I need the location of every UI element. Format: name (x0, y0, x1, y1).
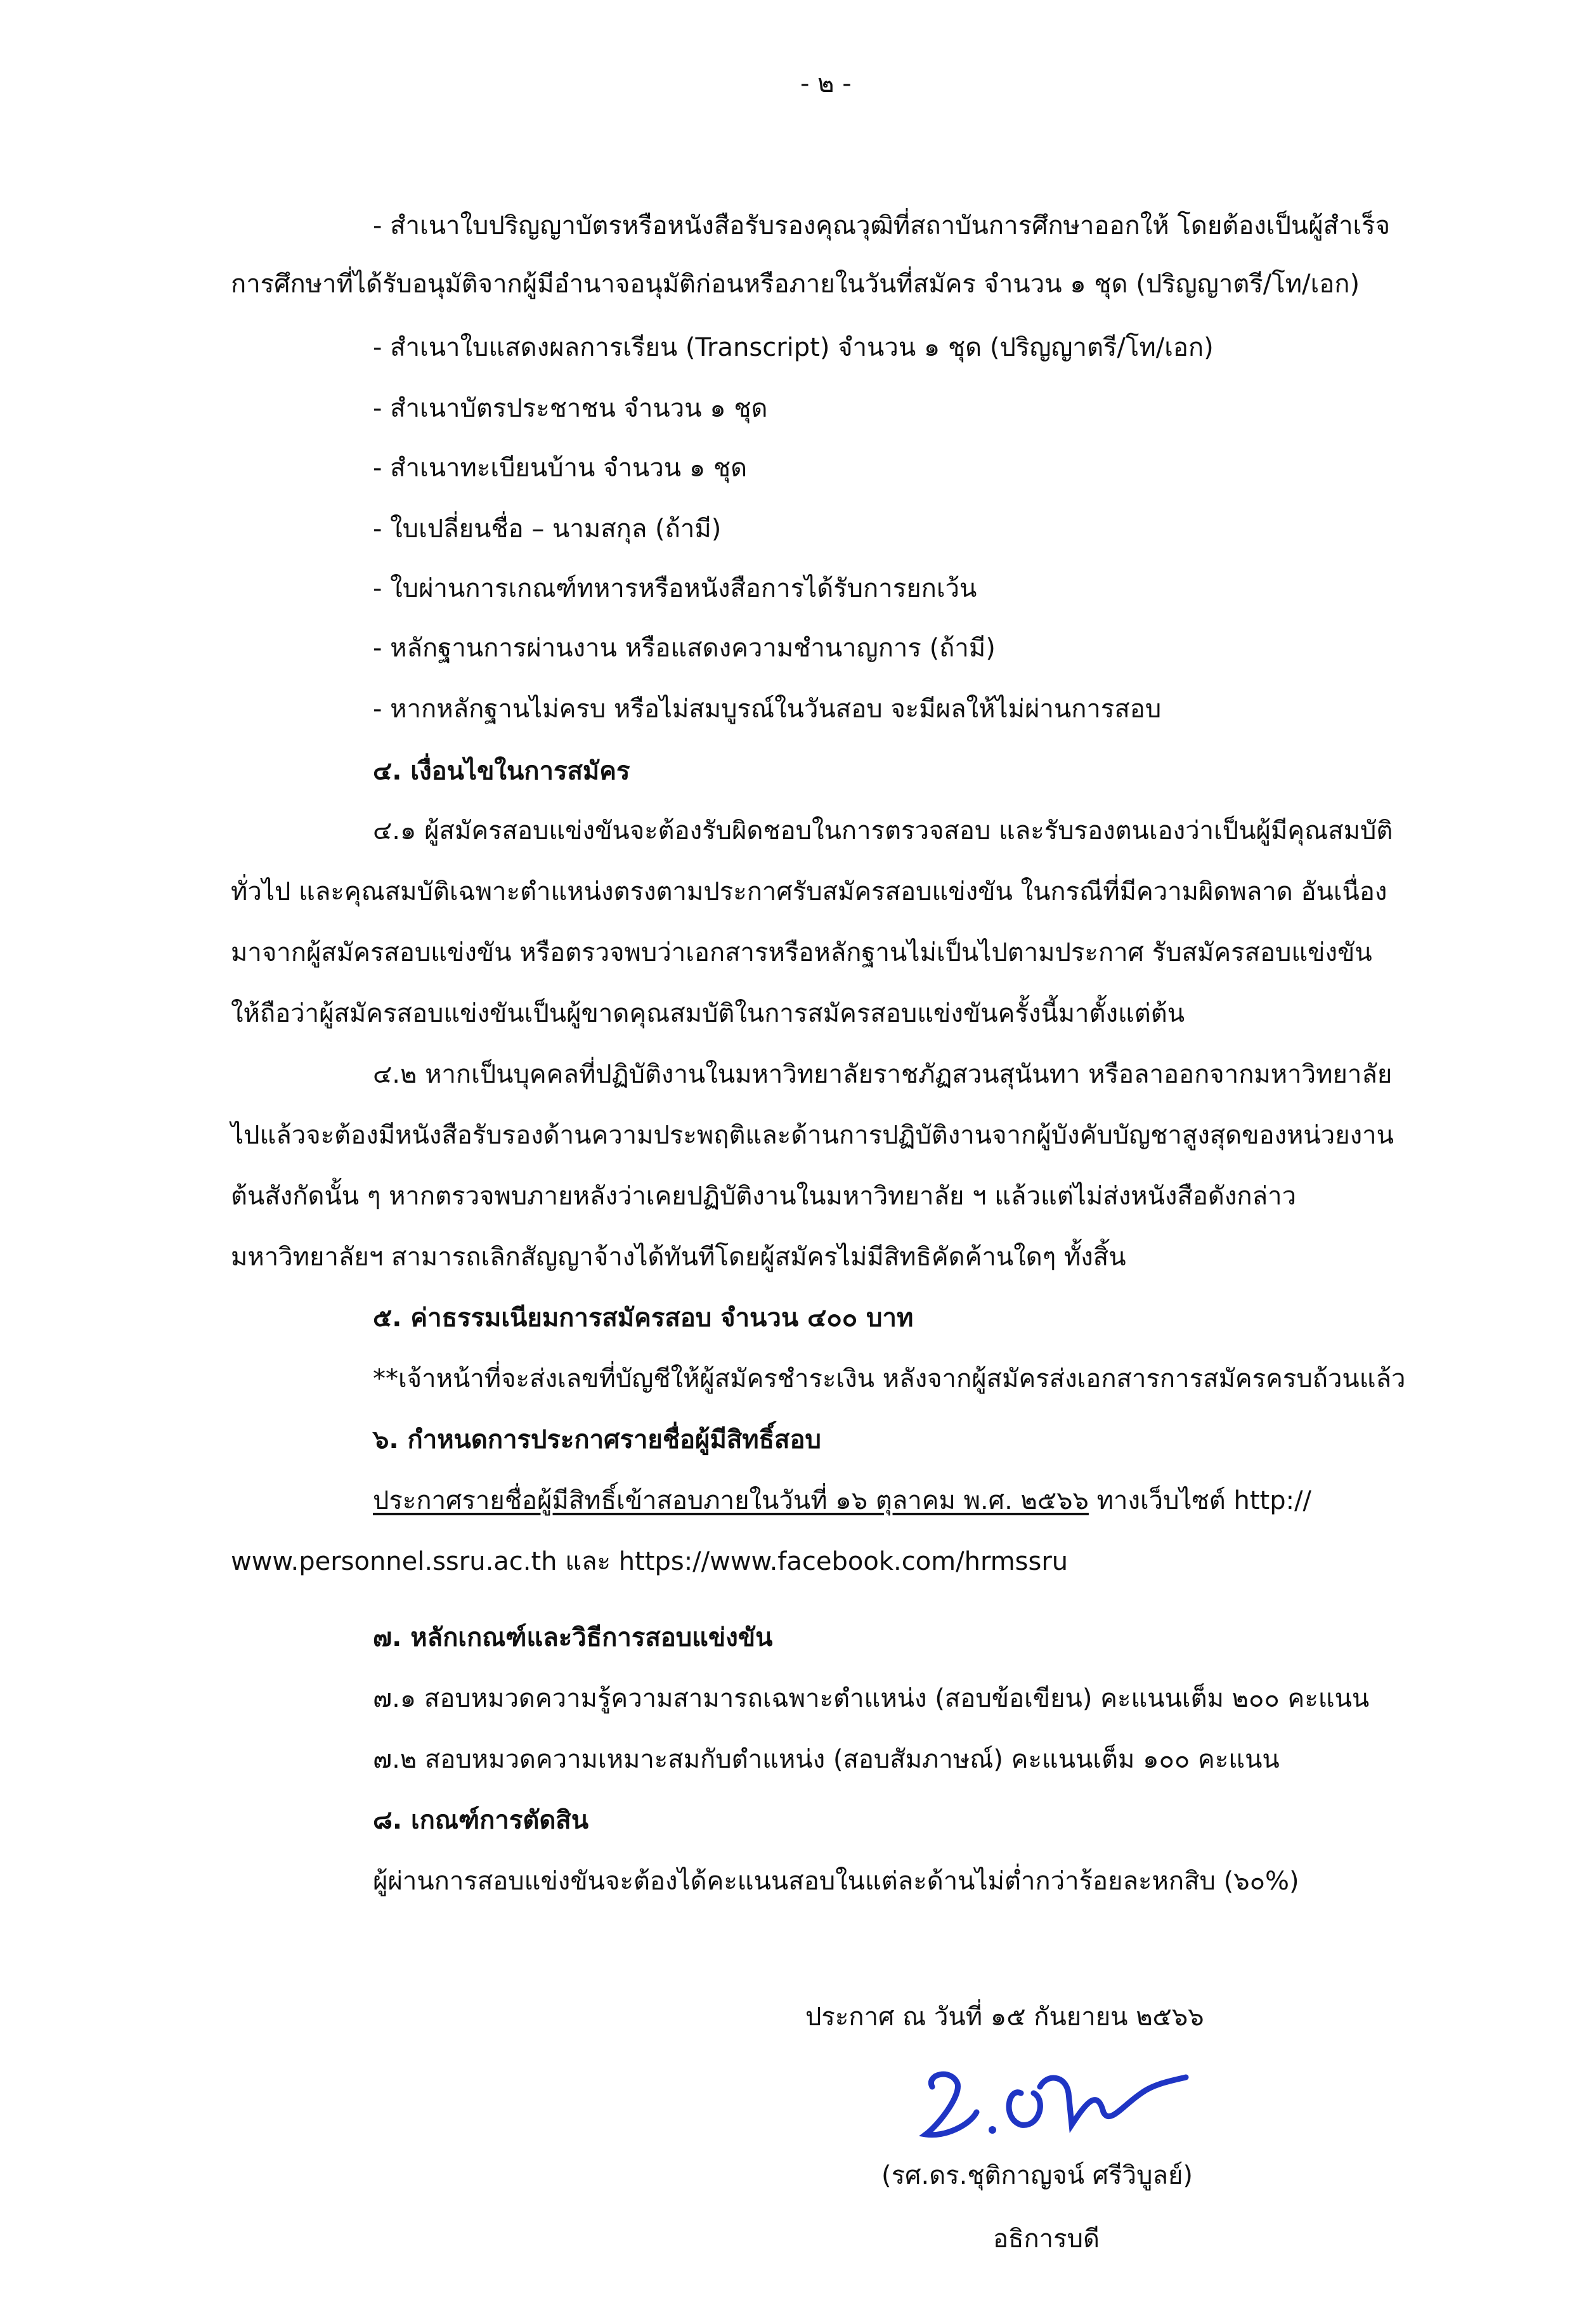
section4-1-line-3: มาจากผู้สมัครสอบแข่งขัน หรือตรวจพบว่าเอกสารหรือหลักฐานไม่เป็นไปตามประกาศ รับสมัครสอบแข่งขัน (231, 938, 1372, 967)
section6-heading: ๖. กำหนดการประกาศรายชื่อผู้มีสิทธิ์สอบ (373, 1425, 821, 1454)
section4-1-line-2: ทั่วไป และคุณสมบัติเฉพาะตำแหน่งตรงตามประกาศรับสมัครสอบแข่งขัน ในกรณีที่มีความผิดพลาด อันเนื่อง (231, 877, 1387, 906)
doc-req-military: - ใบผ่านการเกณฑ์ทหารหรือหนังสือการได้รับการยกเว้น (373, 574, 977, 603)
page-number: - ๒ - (800, 69, 852, 98)
section8-heading: ๘. เกณฑ์การตัดสิน (373, 1806, 589, 1835)
signatory-name: (รศ.ดร.ชุติกาญจน์ ศรีวิบูลย์) (881, 2161, 1193, 2190)
doc-req-name-change: - ใบเปลี่ยนชื่อ – นามสกุล (ถ้ามี) (373, 514, 722, 544)
announcement-date: ประกาศ ณ วันที่ ๑๕ กันยายน ๒๕๖๖ (805, 2002, 1204, 2032)
section4-2-line-1: ๔.๒ หากเป็นบุคคลที่ปฏิบัติงานในมหาวิทยาลัยราชภัฏสวนสุนันทา หรือลาออกจากมหาวิทยาลัย (373, 1060, 1393, 1089)
section4-2-line-2: ไปแล้วจะต้องมีหนังสือรับรองด้านความประพฤติและด้านการปฏิบัติงานจากผู้บังคับบัญชาสูงสุดของหน่วยงาน (231, 1121, 1394, 1150)
section4-1-line-4: ให้ถือว่าผู้สมัครสอบแข่งขันเป็นผู้ขาดคุณสมบัติในการสมัครสอบแข่งขันครั้งนี้มาตั้งแต่ต้น (231, 999, 1185, 1028)
section5-note: **เจ้าหน้าที่จะส่งเลขที่บัญชีให้ผู้สมัครชำระเงิน หลังจากผู้สมัครส่งเอกสารการสมัครครบถ้วนแล้ว (373, 1364, 1406, 1394)
section5-heading: ๕. ค่าธรรมเนียมการสมัครสอบ จำนวน ๔๐๐ บาท (373, 1303, 914, 1333)
section4-2-line-3: ต้นสังกัดนั้น ๆ หากตรวจพบภายหลังว่าเคยปฏิบัติงานในมหาวิทยาลัย ฯ แล้วแต่ไม่ส่งหนังสือดังกล่าว (231, 1182, 1297, 1211)
section7-1: ๗.๑ สอบหมวดความรู้ความสามารถเฉพาะตำแหน่ง (สอบข้อเขียน) คะแนนเต็ม ๒๐๐ คะแนน (373, 1684, 1370, 1713)
section6-announcement-date: ประกาศรายชื่อผู้มีสิทธิ์เข้าสอบภายในวันที่ ๑๖ ตุลาคม พ.ศ. ๒๕๖๖ (373, 1486, 1089, 1515)
doc-req-incomplete-note: - หากหลักฐานไม่ครบ หรือไม่สมบูรณ์ในวันสอบ จะมีผลให้ไม่ผ่านการสอบ (373, 695, 1162, 724)
signatory-title: อธิการบดี (993, 2224, 1100, 2254)
section6-line-1 (373, 1488, 1311, 1513)
signature-handwriting (913, 2049, 1205, 2157)
doc-req-1-line-1: - สำเนาใบปริญญาบัตรหรือหนังสือรับรองคุณวุฒิที่สถาบันการศึกษาออกให้ โดยต้องเป็นผู้สำเร็จ (373, 211, 1391, 240)
section6-line-2: www.personnel.ssru.ac.th และ https://www.facebook.com/hrmssru (231, 1547, 1069, 1576)
signature (913, 2049, 1205, 2163)
section4-1-line-1: ๔.๑ ผู้สมัครสอบแข่งขันจะต้องรับผิดชอบในการตรวจสอบ และรับรองตนเองว่าเป็นผู้มีคุณสมบัติ (373, 816, 1393, 845)
section7-heading: ๗. หลักเกณฑ์และวิธีการสอบแข่งขัน (373, 1623, 773, 1652)
doc-req-house-registration: - สำเนาทะเบียนบ้าน จำนวน ๑ ชุด (373, 454, 748, 483)
section6-website-prefix: ทางเว็บไซต์ http:// (1088, 1486, 1312, 1515)
doc-req-1-line-2: การศึกษาที่ได้รับอนุมัติจากผู้มีอำนาจอนุมัติก่อนหรือภายในวันที่สมัคร จำนวน ๑ ชุด (ปริญญาตรี/โท/เอก) (231, 270, 1360, 299)
doc-req-transcript: - สำเนาใบแสดงผลการเรียน (Transcript) จำนวน ๑ ชุด (ปริญญาตรี/โท/เอก) (373, 333, 1214, 362)
section4-heading: ๔. เงื่อนไขในการสมัคร (373, 757, 630, 786)
section4-2-line-4: มหาวิทยาลัยฯ สามารถเลิกสัญญาจ้างได้ทันทีโดยผู้สมัครไม่มีสิทธิคัดค้านใดๆ ทั้งสิ้น (231, 1243, 1126, 1272)
doc-req-id-card: - สำเนาบัตรประชาชน จำนวน ๑ ชุด (373, 394, 768, 423)
section7-2: ๗.๒ สอบหมวดความเหมาะสมกับตำแหน่ง (สอบสัมภาษณ์) คะแนนเต็ม ๑๐๐ คะแนน (373, 1745, 1280, 1774)
section8-criteria: ผู้ผ่านการสอบแข่งขันจะต้องได้คะแนนสอบในแต่ละด้านไม่ต่ำกว่าร้อยละหกสิบ (๖๐%) (373, 1867, 1299, 1896)
doc-req-experience: - หลักฐานการผ่านงาน หรือแสดงความชำนาญการ (ถ้ามี) (373, 634, 996, 663)
